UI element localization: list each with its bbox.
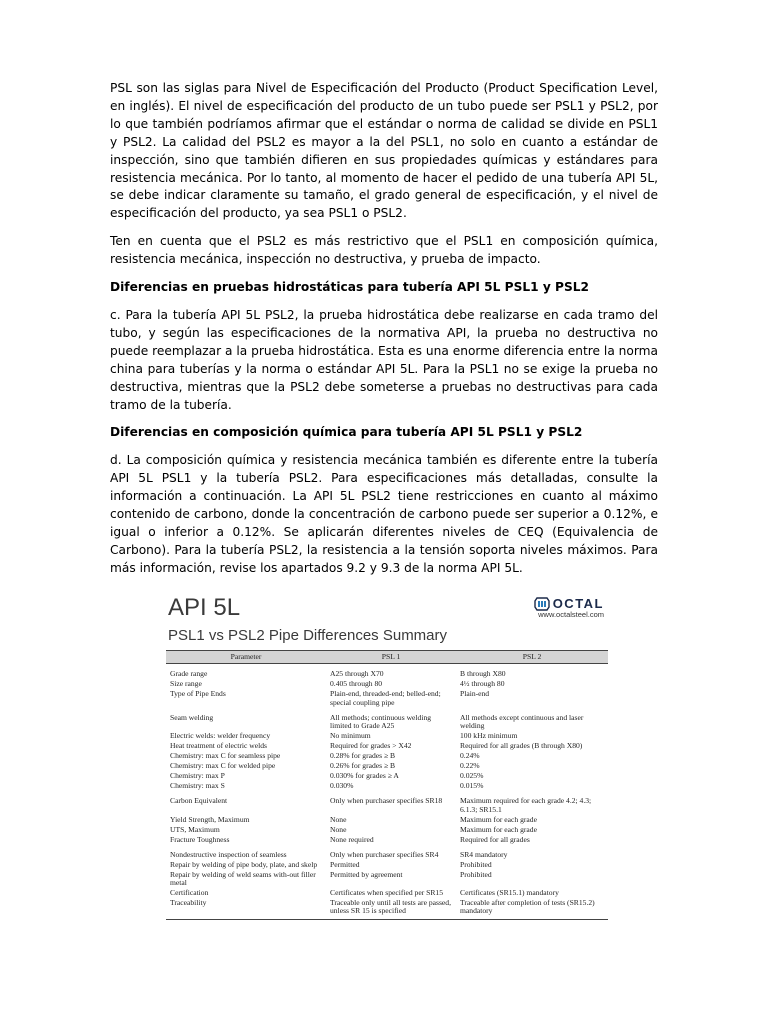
col-header-psl2: PSL 2 bbox=[456, 651, 608, 664]
cell-psl2: 0.24% bbox=[460, 751, 480, 761]
table-row bbox=[166, 709, 608, 732]
cell-psl1: No minimum bbox=[330, 731, 371, 741]
cell-psl1: None required bbox=[330, 834, 374, 844]
cell-psl1: 0.26% for grades ≥ B bbox=[330, 761, 396, 771]
cell-parameter: Chemistry: max C for welded pipe bbox=[170, 761, 276, 771]
cell-psl2: Required for all grades bbox=[460, 834, 530, 844]
cell-parameter: Chemistry: max C for seamless pipe bbox=[170, 751, 281, 761]
table-row bbox=[166, 899, 608, 919]
document-body bbox=[110, 80, 658, 588]
cell-parameter: Electric welds: welder frequency bbox=[170, 731, 271, 741]
logo-url: www.octalsteel.com bbox=[538, 610, 604, 619]
table-row bbox=[166, 782, 608, 792]
col-header-parameter: Parameter bbox=[166, 651, 326, 664]
cell-psl2: All methods except continuous and laser welding bbox=[460, 712, 584, 731]
psl-comparison-table bbox=[166, 650, 608, 920]
cell-psl1: 0.030% for grades ≥ A bbox=[330, 771, 399, 781]
cell-psl2: Required for all grades (B through X80) bbox=[460, 741, 583, 751]
cell-psl1: Only when purchaser specifies SR4 bbox=[330, 849, 439, 859]
cell-parameter: Traceability bbox=[166, 899, 326, 919]
cell-parameter: Heat treatment of electric welds bbox=[170, 741, 267, 751]
psl-comparison-figure bbox=[166, 588, 608, 988]
table-row bbox=[166, 792, 608, 815]
table-row bbox=[166, 846, 608, 861]
cell-psl2: 0.015% bbox=[460, 781, 484, 791]
cell-psl1: 0.405 through 80 bbox=[330, 679, 383, 689]
table-header-row bbox=[166, 651, 608, 664]
table-row bbox=[166, 690, 608, 708]
cell-parameter: Seam welding bbox=[170, 712, 214, 722]
octal-logo bbox=[534, 596, 604, 619]
cell-psl1: A25 through X70 bbox=[330, 669, 384, 679]
cell-psl2: Maximum for each grade bbox=[460, 824, 537, 834]
cell-psl2: 100 kHz minimum bbox=[460, 731, 518, 741]
cell-parameter: Size range bbox=[170, 679, 202, 689]
cell-psl1: All methods; continuous welding limited to Grade A25 bbox=[330, 712, 432, 731]
paragraph-hydrostatic-test: c. Para la tubería API 5L PSL2, la prueba hidrostática debe realizarse en cada tramo del tubo, y según las especificaciones de la normativa API, la prueba no destructiva no puede reemplazar a la prueba hidrostática. Esta es una enorme diferencia entre la norma china para tuberías y la norma o estándar API 5L. Para la PSL1 no se exige la prueba no destructiva, mientras que la PSL2 debe someterse a pruebas no destructivas para cada tramo de la tubería. bbox=[110, 307, 658, 412]
cell-parameter: Yield Strength, Maximum bbox=[170, 814, 250, 824]
heading-chemical-composition: Diferencias en composición química para tubería API 5L PSL1 y PSL2 bbox=[110, 425, 583, 440]
cell-psl2: Maximum required for each grade 4.2; 4.3; 6.1.3; SR15.1 bbox=[460, 796, 592, 814]
cell-psl2: Prohibited bbox=[460, 869, 492, 879]
table-row bbox=[166, 836, 608, 846]
cell-psl1: None bbox=[330, 824, 347, 834]
cell-psl1: Traceable only until all tests are passed, unless SR 15 is specified bbox=[326, 899, 456, 919]
cell-psl2: 0.22% bbox=[460, 761, 480, 771]
table-row bbox=[166, 816, 608, 826]
cell-psl1: Plain-end, threaded-end; belled-end; special coupling pipe bbox=[330, 689, 441, 707]
cell-psl1: 0.030% bbox=[330, 781, 354, 791]
cell-psl2: 4½ through 80 bbox=[460, 679, 505, 689]
cell-parameter: Grade range bbox=[170, 669, 208, 679]
cell-parameter: Repair by welding of pipe body, plate, and skelp bbox=[170, 859, 318, 869]
cell-parameter: Fracture Toughness bbox=[170, 834, 230, 844]
figure-title: API 5L bbox=[168, 594, 241, 621]
cell-psl2: 0.025% bbox=[460, 771, 484, 781]
cell-psl1: None bbox=[330, 814, 347, 824]
table-row bbox=[166, 871, 608, 889]
paragraph-chemical-composition: d. La composición química y resistencia mecánica también es diferente entre la tubería API 5L PSL1 y la tubería PSL2. Para especificaciones más detalladas, consulte la información a continuación. La API 5L PSL2 tiene restricciones en cuanto al máximo contenido de carbono, donde la concentración de carbono puede ser superior a 0.12%, e igual o inferior a 0.12%. Se aplicarán diferentes niveles de CEQ (Equivalencia de Carbono). Para la tubería PSL2, la resistencia a la tensión soporta niveles máximos. Para más información, revise los apartados 9.2 y 9.3 de la norma API 5L. bbox=[110, 453, 658, 575]
cell-parameter: Carbon Equivalent bbox=[170, 796, 228, 806]
cell-psl1: 0.28% for grades ≥ B bbox=[330, 751, 396, 761]
cell-psl1: Permitted bbox=[330, 859, 360, 869]
cell-parameter: Certification bbox=[170, 888, 209, 898]
cell-parameter: Type of Pipe Ends bbox=[170, 689, 226, 699]
cell-psl2: Prohibited bbox=[460, 859, 492, 869]
table-row bbox=[166, 664, 608, 681]
cell-psl2: Plain-end bbox=[460, 689, 490, 699]
cell-parameter: Chemistry: max S bbox=[170, 781, 225, 791]
octal-logo-icon bbox=[534, 597, 550, 611]
cell-psl1: Certificates when specified per SR15 bbox=[330, 888, 444, 898]
cell-psl2: Maximum for each grade bbox=[460, 814, 537, 824]
cell-parameter: Chemistry: max P bbox=[170, 771, 225, 781]
cell-psl2: SR4 mandatory bbox=[460, 849, 508, 859]
cell-psl2: B through X80 bbox=[460, 669, 506, 679]
cell-psl1: Required for grades > X42 bbox=[330, 741, 412, 751]
cell-psl1: Permitted by agreement bbox=[330, 869, 403, 879]
paragraph-psl-definition: PSL son las siglas para Nivel de Especificación del Producto (Product Specification Level, en inglés). El nivel de especificación del producto de un tubo puede ser PSL1 y PSL2, por lo que también podríamos afirmar que el estándar o norma de calidad se divide en PSL1 y PSL2. La calidad del PSL2 es mayor a la del PSL1, no solo en cuanto a estándar de inspección, sino que también difieren en sus propiedades químicas y estándares para resistencia mecánica. Por lo tanto, al momento de hacer el pedido de una tubería API 5L, se debe indicar claramente su tamaño, el grado general de especificación, y el nivel de especificación del producto, ya sea PSL1 o PSL2. bbox=[110, 81, 658, 221]
cell-psl1: Only when purchaser specifies SR18 bbox=[330, 796, 443, 806]
cell-parameter: Repair by welding of weld seams with-out filler metal bbox=[170, 869, 316, 888]
cell-parameter: UTS, Maximum bbox=[170, 824, 220, 834]
cell-parameter: Nondestructive inspection of seamless bbox=[170, 849, 287, 859]
col-header-psl1: PSL 1 bbox=[326, 651, 456, 664]
figure-subtitle: PSL1 vs PSL2 Pipe Differences Summary bbox=[168, 627, 448, 644]
table-row bbox=[166, 772, 608, 782]
logo-wordmark: OCTAL bbox=[552, 596, 604, 611]
cell-psl2: Traceable after completion of tests (SR15.2) mandatory bbox=[456, 899, 608, 919]
heading-hydrostatic-differences: Diferencias en pruebas hidrostáticas para tubería API 5L PSL1 y PSL2 bbox=[110, 280, 590, 295]
paragraph-psl2-restrictive: Ten en cuenta que el PSL2 es más restrictivo que el PSL1 en composición química, resistencia mecánica, inspección no destructiva, y prueba de impacto. bbox=[110, 234, 658, 267]
table-row bbox=[166, 826, 608, 836]
cell-psl2: Certificates (SR15.1) mandatory bbox=[460, 888, 559, 898]
